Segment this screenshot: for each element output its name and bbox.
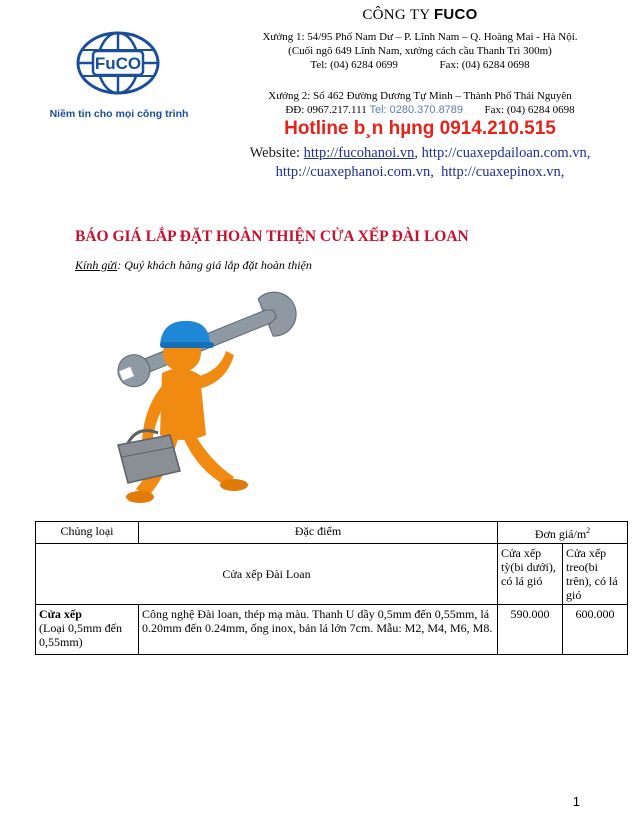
worker-illustration [100, 285, 310, 515]
row-type [36, 605, 139, 655]
workshop2-fax: Fax: (04) 6284 0698 [484, 104, 575, 116]
table-header-row [36, 522, 628, 544]
group-title: Cửa xếp Đài Loan [36, 544, 498, 605]
helmet-icon [160, 321, 210, 345]
document-title: BÁO GIÁ LẮP ĐẶT HOÀN THIỆN CỬA XẾP ĐÀI LOAN [75, 228, 469, 245]
header-price-sup: 2 [586, 526, 591, 535]
header-price [498, 522, 628, 544]
subheader-treo: Cửa xếp treo(bi trên), có lá gió [563, 544, 628, 605]
website-link-3[interactable]: http://cuaxephanoi.com.vn, [275, 164, 434, 180]
workshop2-phone: ĐĐ: 0967.217.111 [285, 104, 367, 116]
toolbox-icon [118, 431, 180, 483]
row-type-detail: (Loại 0,5mm đến 0,55mm) [39, 621, 122, 649]
company-logo [38, 18, 200, 138]
website-link-2[interactable]: http://cuaxepdailoan.com.vn, [421, 145, 591, 161]
header-feature: Đặc điểm [139, 522, 498, 544]
workshop2-address: Xưởng 2: Số 462 Đường Dương Tự Minh – Thành Phố Thái Nguyên [268, 90, 572, 102]
workshop1-contacts [205, 58, 635, 72]
subheader-ty: Cửa xếp tỳ(bi dưới), có lá gió [498, 544, 563, 605]
website-block: Website: http://fucohanoi.vn, http://cuaxepdailoan.com.vn, http://cuaxephanoi.com.vn, http://cuaxepinox.vn, [249, 145, 591, 180]
row-type-bold: Cửa xếp [39, 607, 82, 621]
website-link-4[interactable]: http://cuaxepinox.vn, [441, 164, 565, 180]
workshop2-tel: Tel: 0280.370.8789 [369, 104, 464, 116]
price-table [35, 521, 628, 655]
table-group-row [36, 544, 628, 605]
header-price-label: Đơn giá/m [534, 527, 587, 541]
company-prefix: CÔNG TY [362, 7, 434, 23]
logo-slogan: Niềm tin cho mọi công trình [49, 108, 189, 120]
greeting-label: Kính gửi [75, 258, 118, 272]
hotline: Hotline b¸n hµng 0914.210.515 [284, 118, 556, 139]
workshop1-tel: Tel: (04) 6284 0699 [310, 59, 398, 71]
workshop1-address: Xưởng 1: 54/95 Phố Nam Dư – P. Lĩnh Nam – Q. Hoàng Mai - Hà Nội. [262, 31, 578, 43]
company-name [205, 8, 635, 22]
table-row [36, 605, 628, 655]
page-number: 1 [572, 794, 580, 809]
row-feature: Công nghệ Đài loan, thép mạ màu. Thanh U dầy 0,5mm đến 0,55mm, lá 0.20mm đến 0.24mm, ống inox, bản lá lớn 7cm. Mẫu: M2, M4, M6, M8. [139, 605, 498, 655]
logo-text: FuCO [94, 54, 142, 73]
company-brand: FUCO [433, 6, 478, 23]
row-price-ty: 590.000 [498, 605, 563, 655]
website-link-1[interactable]: http://fucohanoi.vn [303, 145, 415, 161]
row-price-treo: 600.000 [563, 605, 628, 655]
greeting-text: : Quý khách hàng giá lắp đặt hoàn thiện [117, 258, 312, 272]
header-type: Chủng loại [36, 522, 139, 544]
greeting [75, 258, 312, 273]
workshop1-note: (Cuối ngõ 649 Lĩnh Nam, xưởng cách cầu Thanh Trì 300m) [288, 45, 552, 57]
workshop2-contacts [215, 103, 638, 117]
website-label: Website: [249, 145, 304, 161]
workshop1-fax: Fax: (04) 6284 0698 [439, 59, 530, 71]
